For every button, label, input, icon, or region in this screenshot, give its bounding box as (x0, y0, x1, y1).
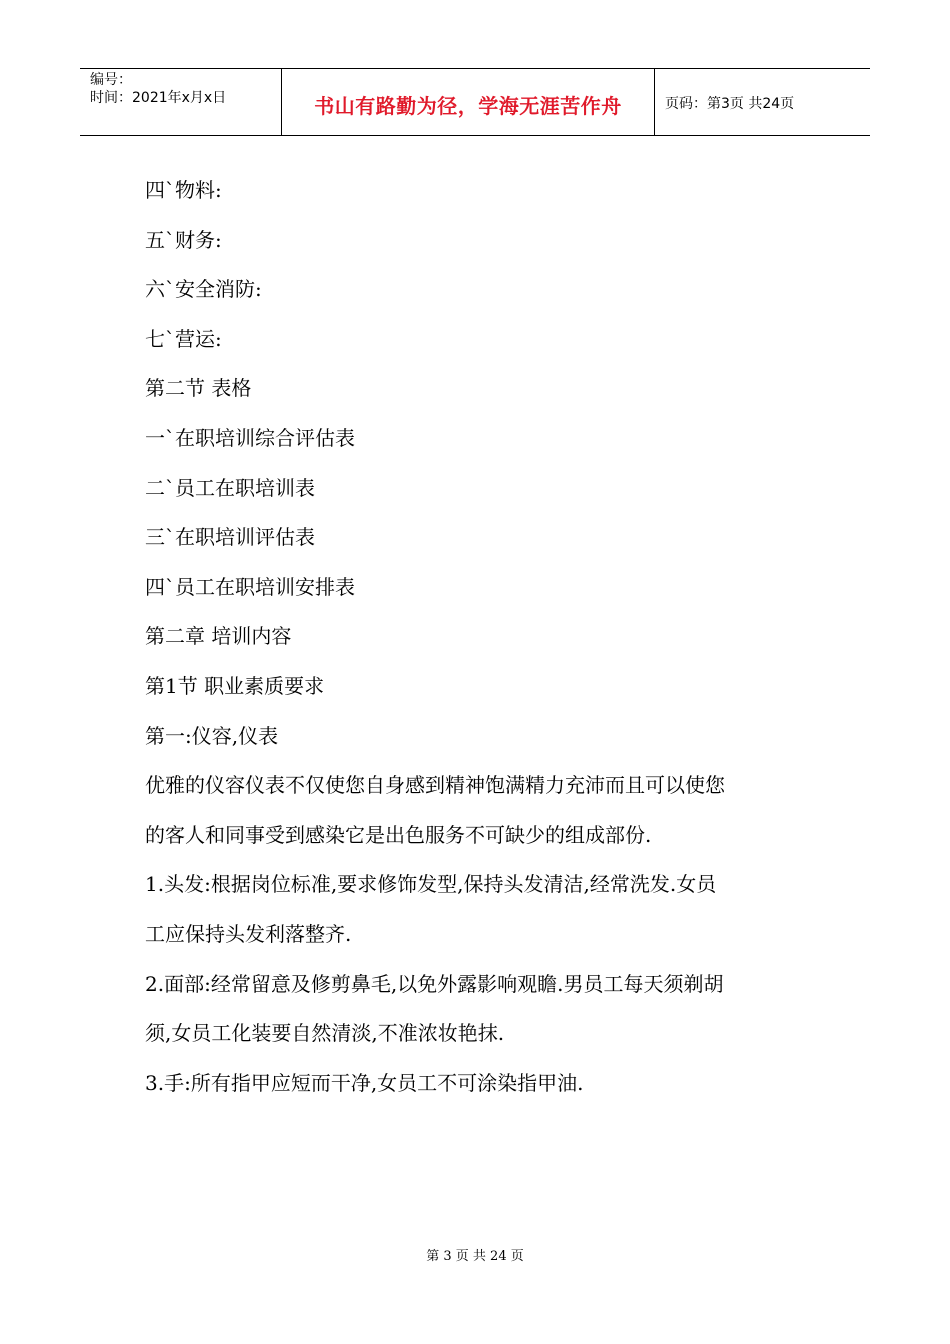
page-footer (0, 1245, 950, 1264)
paragraph-line: 1.头发:根据岗位标准,要求修饰发型,保持头发清洁,经常洗发.女员 (145, 872, 717, 897)
paragraph-line: 工应保持头发利落整齐. (145, 921, 352, 946)
section-heading: 四`物料: (145, 178, 222, 202)
header-motto-cell (282, 69, 655, 135)
document-body (145, 166, 810, 1108)
section-title: 第二节 表格 (145, 376, 252, 401)
paragraph-line: 须,女员工化装要自然清淡,不准浓妆艳抹. (145, 1021, 505, 1046)
header-page-info-cell (655, 69, 870, 135)
document-time-label: 时间：2021年x月x日 (90, 90, 227, 106)
paragraph-line: 的客人和同事受到感染它是出色服务不可缺少的组成部份. (145, 822, 652, 847)
section-heading: 七`营运: (145, 326, 222, 351)
paragraph-line: 3.手:所有指甲应短而干净,女员工不可涂染指甲油. (145, 1070, 584, 1095)
header-page-info: 页码：第3页 共24页 (665, 96, 795, 112)
chapter-title: 第二章 培训内容 (145, 624, 292, 649)
page-header (80, 68, 870, 136)
footer-page-number: 第 3 页 共 24 页 (426, 1249, 524, 1264)
header-meta (80, 69, 282, 135)
document-number-label: 编号： (90, 72, 132, 88)
list-item: 四`员工在职培训安排表 (145, 574, 355, 599)
section-heading: 五`财务: (145, 227, 222, 252)
header-motto: 书山有路勤为径，学海无涯苦作舟 (314, 93, 622, 118)
list-item: 二`员工在职培训表 (145, 475, 315, 500)
section-title: 第1节 职业素质要求 (145, 673, 325, 698)
paragraph-line: 优雅的仪容仪表不仅使您自身感到精神饱满精力充沛而且可以使您 (145, 773, 725, 798)
list-item: 一`在职培训综合评估表 (145, 425, 355, 450)
list-item: 三`在职培训评估表 (145, 525, 315, 550)
subsection-title: 第一:仪容,仪表 (145, 723, 279, 748)
paragraph-line: 2.面部:经常留意及修剪鼻毛,以免外露影响观瞻.男员工每天须剃胡 (145, 971, 724, 996)
section-heading: 六`安全消防: (145, 277, 262, 302)
